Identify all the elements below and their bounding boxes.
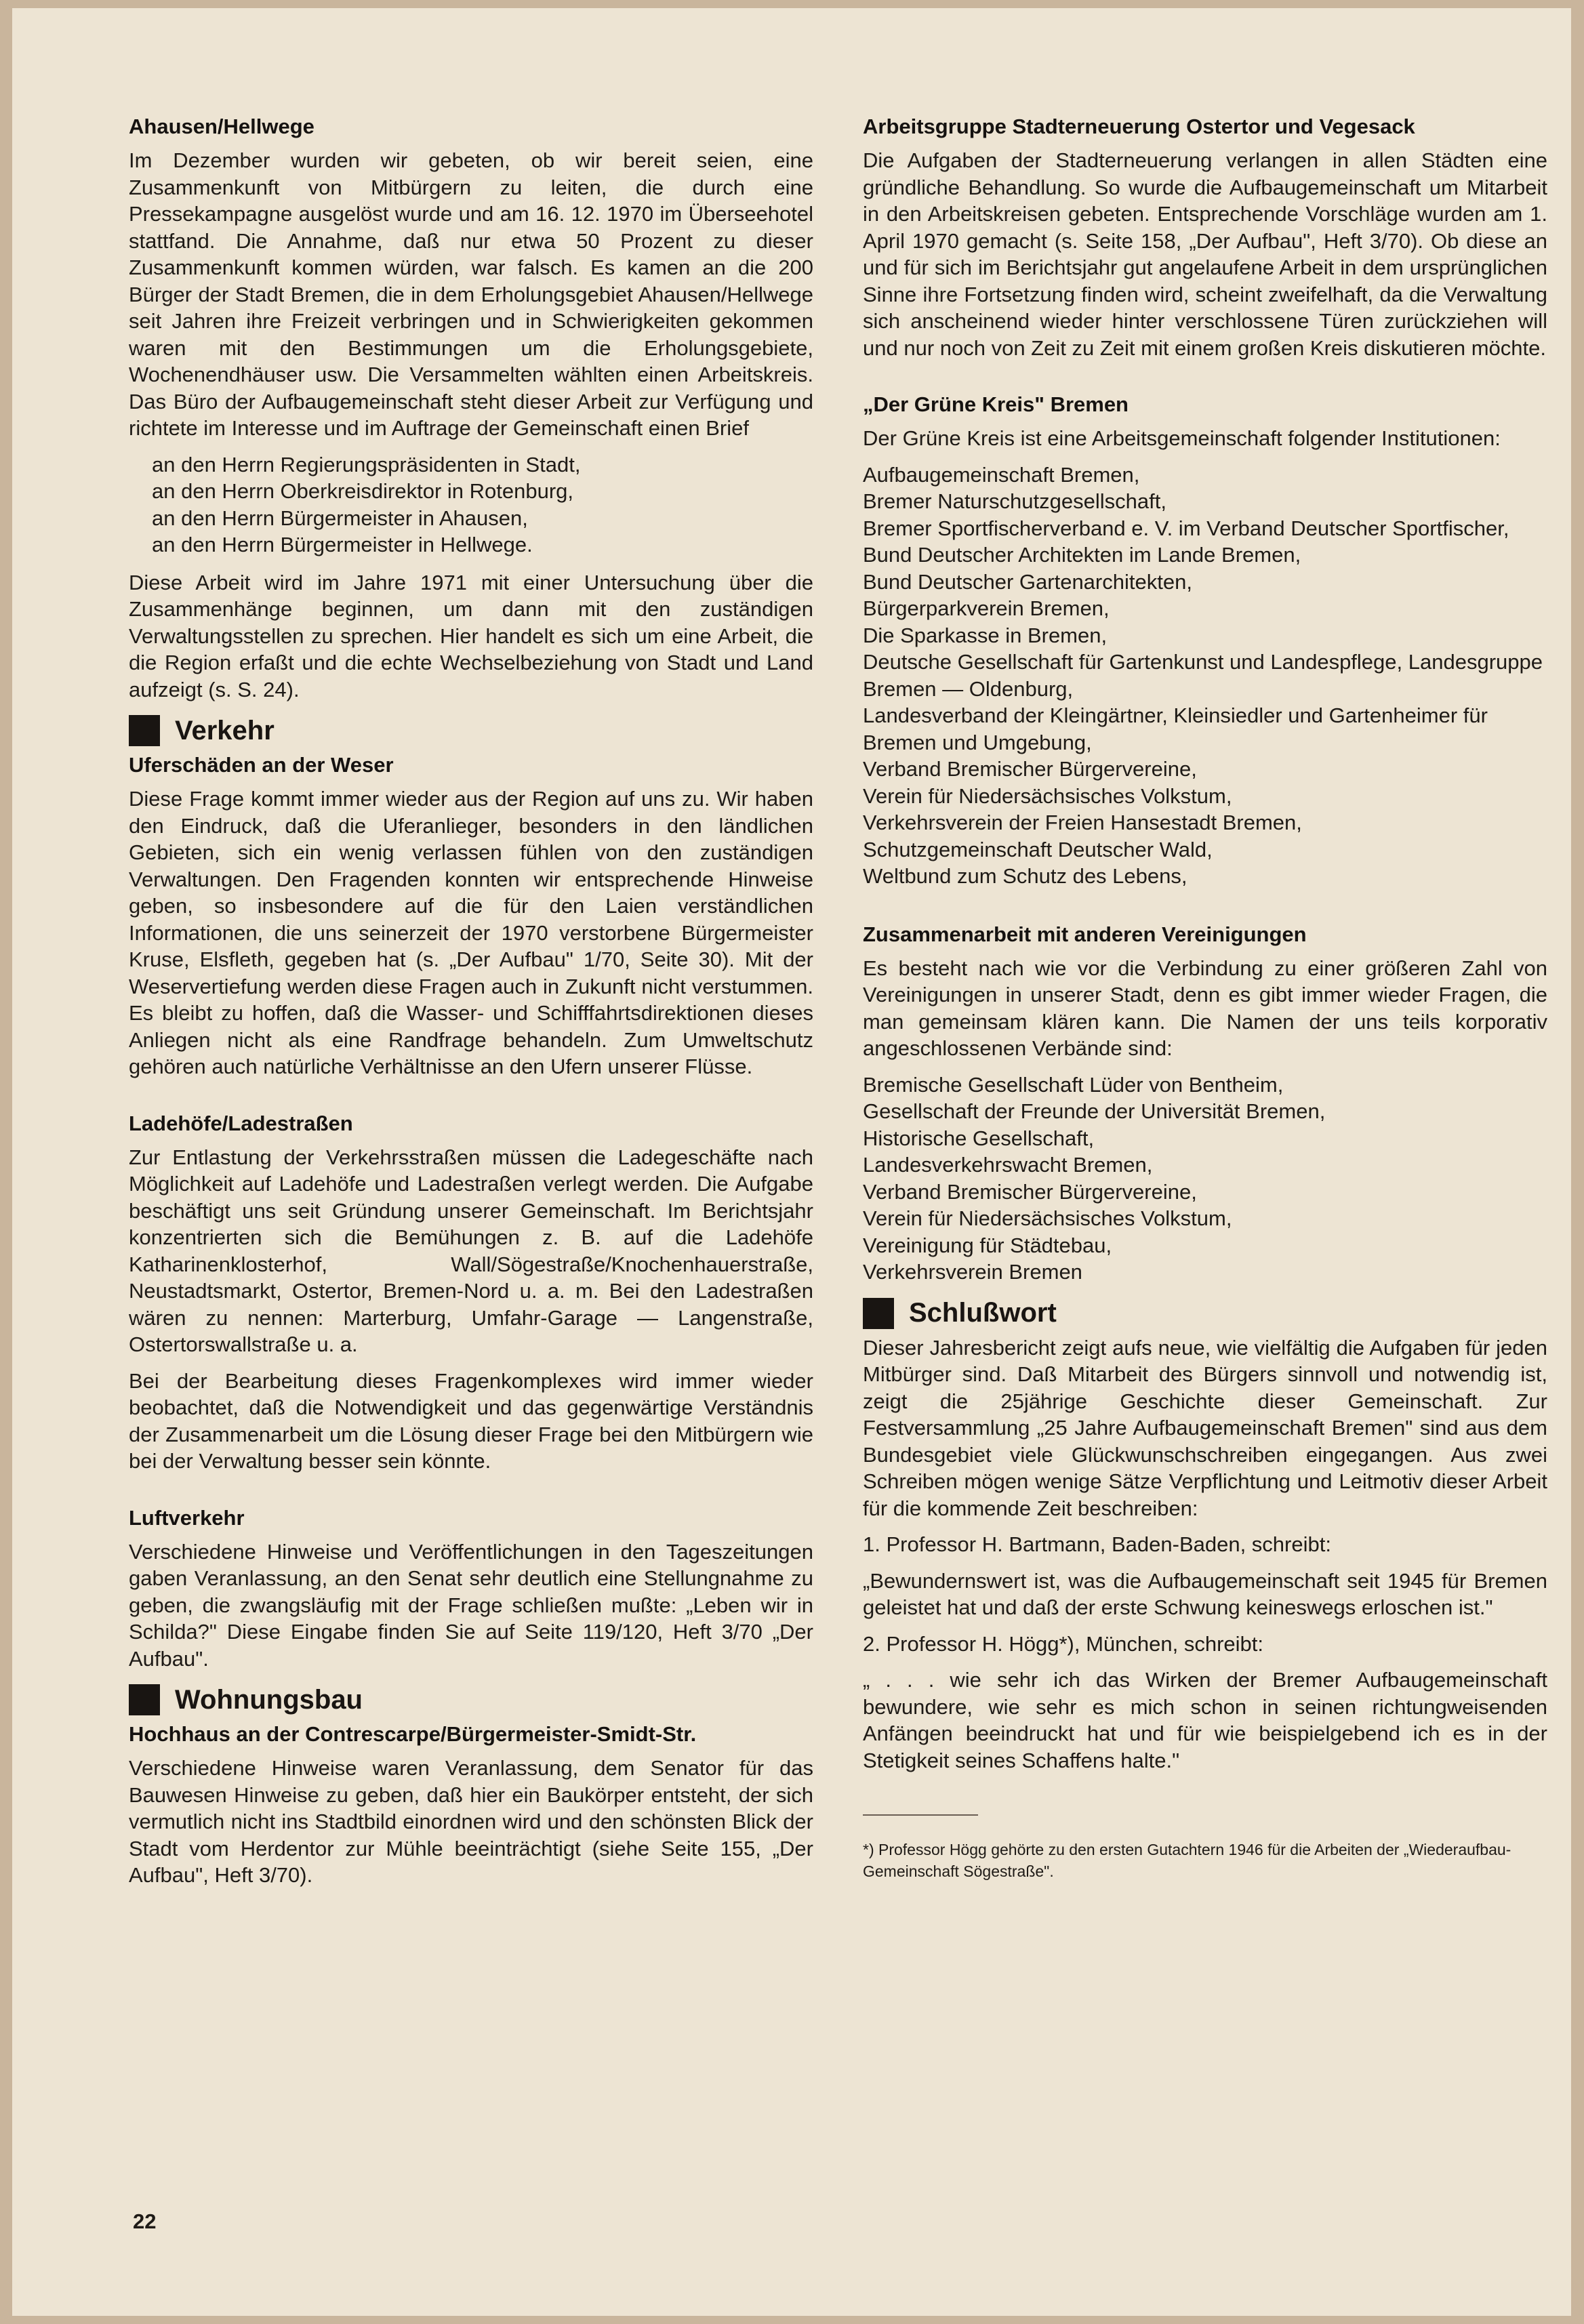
paragraph-ladehoefe-1: Zur Entlastung der Verkehrsstraßen müssen die Ladegeschäfte nach Möglichkeit auf Ladehöfe und Ladestraßen verlegt werden. Die Aufgabe beschäftigt uns seit Gründung unserer Gemeinschaft. Im Berichtsjahr konzentrierten sich die Bemühungen z. B. auf die Ladehöfe Katharinenklosterhof, Wall/Sögestraße/Knochenhauerstraße, Neustadtsmarkt, Ostertor, Bremen-Nord u. a. m. Bei den Ladestraßen wären zu nennen: Marterburg, Umfahr-Garage — Langenstraße, Ostertorswallstraße u. a. <box>129 1145 813 1356</box>
section-title-schlusswort: Schlußwort <box>909 1298 1057 1328</box>
heading-stadterneuerung: Arbeitsgruppe Stadterneuerung Ostertor und Vegesack <box>863 115 1415 138</box>
footnote: *) Professor Högg gehörte zu den ersten Gutachtern 1946 für die Arbeiten der „Wiederaufbau-Gemeinschaft Sögestraße". <box>863 1841 1511 1880</box>
section-verkehr <box>129 715 813 746</box>
heading-ladehoefe: Ladehöfe/Ladestraßen <box>129 1111 353 1135</box>
quote-intro-bartmann: 1. Professor H. Bartmann, Baden-Baden, schreibt: <box>863 1532 1331 1556</box>
heading-hochhaus: Hochhaus an der Contrescarpe/Bürgermeister-Smidt-Str. <box>129 1722 697 1746</box>
paragraph-ladehoefe-2: Bei der Bearbeitung dieses Fragenkomplexes wird immer wieder beobachtet, daß die Notwendigkeit und das gegenwärtige Verständnis der Zusammenarbeit um die Lösung dieser Frage bei den Mitbürgern wie bei der Verwaltung besser sein könnte. <box>129 1368 813 1473</box>
paragraph-gruener-kreis: Der Grüne Kreis ist eine Arbeitsgemeinschaft folgender Institutionen: <box>863 426 1501 450</box>
list-item: Bund Deutscher Architekten im Lande Bremen, <box>863 543 1301 567</box>
section-title-verkehr: Verkehr <box>175 715 275 746</box>
heading-gruener-kreis: „Der Grüne Kreis" Bremen <box>863 392 1129 416</box>
section-wohnungsbau <box>129 1684 813 1715</box>
section-marker-icon <box>129 1684 160 1715</box>
list-item: Landesverkehrswacht Bremen, <box>863 1153 1153 1177</box>
paragraph-zusammenarbeit: Es besteht nach wie vor die Verbindung zu einer größeren Zahl von Vereinigungen in unserer Stadt, denn es gibt immer wieder Fragen, die man gemeinsam klären kann. Die Namen der uns teils korporativ angeschlossenen Verbände sind: <box>863 956 1547 1060</box>
heading-uferschaeden: Uferschäden an der Weser <box>129 753 394 777</box>
quote-intro-hoegg: 2. Professor H. Högg*), München, schreibt: <box>863 1631 1263 1656</box>
list-item: Bund Deutscher Gartenarchitekten, <box>863 569 1192 594</box>
page-sheet <box>12 8 1571 2316</box>
section-title-wohnungsbau: Wohnungsbau <box>175 1684 363 1715</box>
heading-zusammenarbeit: Zusammenarbeit mit anderen Vereinigungen <box>863 922 1307 946</box>
paragraph-ahausen-1: Im Dezember wurden wir gebeten, ob wir bereit seien, eine Zusammenkunft von Mitbürgern zu leiten, die durch eine Pressekampagne ausgelöst wurde und am 16. 12. 1970 im Überseehotel stattfand. Die Annahme, daß nur etwa 50 Prozent zu dieser Zusammenkunft kommen würden, war falsch. Es kamen an die 200 Bürger der Stadt Bremen, die in dem Erholungsgebiet Ahausen/Hellwege seit Jahren ihre Freizeit verbringen und in Schwierigkeiten gekommen waren mit den Bestimmungen um die Erholungsgebiete, Wochenendhäuser usw. Die Versammelten wählten einen Arbeitskreis. Das Büro der Aufbaugemeinschaft steht dieser Arbeit zur Verfügung und richtete im Interesse und im Auftrage der Gemeinschaft einen Brief <box>129 148 813 440</box>
paragraph-uferschaeden: Diese Frage kommt immer wieder aus der Region auf uns zu. Wir haben den Eindruck, daß die Uferanlieger, besonders in den ländlichen Gebieten, sich ein wenig verlassen fühlen von den zuständigen Verwaltungen. Den Fragenden konnten wir entsprechende Hinweise geben, so insbesondere auf die für den Laien verständlichen Informationen, die uns seinerzeit der 1970 verstorbene Bürgermeister Kruse, Elsfleth, gegeben hat (s. „Der Aufbau" 1/70, Seite 30). Mit der Weservertiefung werden diese Fragen auch in Zukunft nicht verstummen. Es bleibt zu hoffen, daß die Wasser- und Schifffahrtsdirektionen dieses Anliegen nicht als eine Randfrage behandeln. Zum Umweltschutz gehören auch natürliche Verhältnisse an den Ufern unserer Flüsse. <box>129 787 813 1078</box>
quote-hoegg: „ . . . wie sehr ich das Wirken der Bremer Aufbaugemeinschaft bewundere, wie sehr es mich schon in seinen richtungweisenden Anfängen beeindruckt hat und für wie beispielgebend ich es in der Stetigkeit seines Schaffens halte." <box>863 1668 1547 1772</box>
paragraph-schlusswort: Dieser Jahresbericht zeigt aufs neue, wie vielfältig die Aufgaben für jeden Mitbürger sind. Daß Mitarbeit des Bürgers sinnvoll und notwendig ist, zeigt die 25jährige Geschichte dieser Gemeinschaft. Zur Festversammlung „25 Jahre Aufbaugemeinschaft Bremen" sind aus dem Bundesgebiet viele Glückwunschschreiben eingegangen. Aus zwei Schreiben mögen wenige Sätze Verpflichtung und Leitmotiv dieser Arbeit für die kommende Zeit beschreiben: <box>863 1335 1547 1520</box>
list-item: an den Herrn Bürgermeister in Ahausen, <box>152 506 528 530</box>
letter-recipients-list <box>129 451 813 558</box>
paragraph-luftverkehr: Verschiedene Hinweise und Veröffentlichungen in den Tageszeitungen gaben Veranlassung, an den Senat sehr deutlich eine Stellungnahme zu geben, die zwangsläufig mit der Frage schließen mußte: „Leben wir in Schilda?" Diese Eingabe finden Sie auf Seite 119/120, Heft 3/70 „Der Aufbau". <box>129 1539 813 1671</box>
section-marker-icon <box>863 1298 894 1329</box>
list-item: Bremer Sportfischerverband e. V. im Verband Deutscher Sportfischer, <box>863 516 1509 540</box>
right-column <box>863 113 1547 1882</box>
paragraph-ahausen-2: Diese Arbeit wird im Jahre 1971 mit einer Untersuchung über die Zusammenhänge beginnen, um dann mit den zuständigen Verwaltungsstellen zu sprechen. Hier handelt es sich um eine Arbeit, die die Region erfaßt und die echte Wechselbeziehung von Stadt und Land aufzeigt (s. S. 24). <box>129 570 813 701</box>
list-item: Landesverband der Kleingärtner, Kleinsiedler und Gartenheimer für Bremen und Umgebung, <box>863 704 1488 754</box>
list-item: Aufbaugemeinschaft Bremen, <box>863 462 1140 487</box>
list-item: Historische Gesellschaft, <box>863 1126 1095 1150</box>
list-item: Bremer Naturschutzgesellschaft, <box>863 489 1166 513</box>
section-marker-icon <box>129 715 160 746</box>
list-item: Deutsche Gesellschaft für Gartenkunst und Landespflege, Landesgruppe Bremen — Oldenburg, <box>863 650 1543 701</box>
list-item: Verein für Niedersächsisches Volkstum, <box>863 1206 1232 1230</box>
list-item: Schutzgemeinschaft Deutscher Wald, <box>863 837 1213 861</box>
list-item: an den Herrn Bürgermeister in Hellwege. <box>152 533 533 556</box>
left-column <box>129 113 813 1898</box>
page-number: 22 <box>133 2209 157 2233</box>
list-item: Vereinigung für Städtebau, <box>863 1233 1112 1257</box>
heading-luftverkehr: Luftverkehr <box>129 1505 245 1530</box>
list-item: Bremische Gesellschaft Lüder von Bentheim, <box>863 1072 1284 1097</box>
paragraph-stadterneuerung: Die Aufgaben der Stadterneuerung verlangen in allen Städten eine gründliche Behandlung. So wurde die Aufbaugemeinschaft um Mitarbeit in den Arbeitskreisen gebeten. Entsprechende Vorschläge wurden am 1. April 1970 gemacht (s. Seite 158, „Der Aufbau", Heft 3/70). Ob diese an und für sich im Berichtsjahr gut angelaufene Arbeit in dem ursprünglichen Sinne ihre Fortsetzung finden wird, scheint zweifelhaft, da die Verwaltung sich anscheinend wieder hinter verschlossene Türen zurückziehen will und nur noch von Zeit zu Zeit mit einem großen Kreis diskutieren möchte. <box>863 148 1547 360</box>
list-item: Die Sparkasse in Bremen, <box>863 623 1108 647</box>
institutions-list <box>863 462 1547 890</box>
list-item: Verband Bremischer Bürgervereine, <box>863 1179 1197 1204</box>
heading-ahausen: Ahausen/Hellwege <box>129 115 314 138</box>
list-item: Verein für Niedersächsisches Volkstum, <box>863 783 1232 808</box>
footnote-divider <box>863 1814 978 1816</box>
list-item: Verkehrsverein Bremen <box>863 1260 1082 1284</box>
list-item: an den Herrn Oberkreisdirektor in Rotenburg, <box>152 479 574 503</box>
paragraph-hochhaus: Verschiedene Hinweise waren Veranlassung, dem Senator für das Bauwesen Hinweise zu geben, daß hier ein Baukörper entsteht, der sich vermutlich nicht ins Stadtbild einordnen wird und den schönsten Blick der Stadt vom Herdentor zur Mühle beeinträchtigt (siehe Seite 155, „Der Aufbau", Heft 3/70). <box>129 1756 813 1887</box>
list-item: Gesellschaft der Freunde der Universität Bremen, <box>863 1099 1326 1123</box>
section-schlusswort <box>863 1298 1547 1329</box>
list-item: Verkehrsverein der Freien Hansestadt Bremen, <box>863 811 1302 834</box>
list-item: Verband Bremischer Bürgervereine, <box>863 757 1197 781</box>
quote-bartmann: „Bewundernswert ist, was die Aufbaugemeinschaft seit 1945 für Bremen geleistet hat und daß der erste Schwung keineswegs erloschen ist." <box>863 1568 1547 1619</box>
associations-list <box>863 1072 1547 1286</box>
list-item: Weltbund zum Schutz des Lebens, <box>863 864 1187 888</box>
list-item: Bürgerparkverein Bremen, <box>863 596 1110 620</box>
list-item: an den Herrn Regierungspräsidenten in Stadt, <box>152 452 581 476</box>
